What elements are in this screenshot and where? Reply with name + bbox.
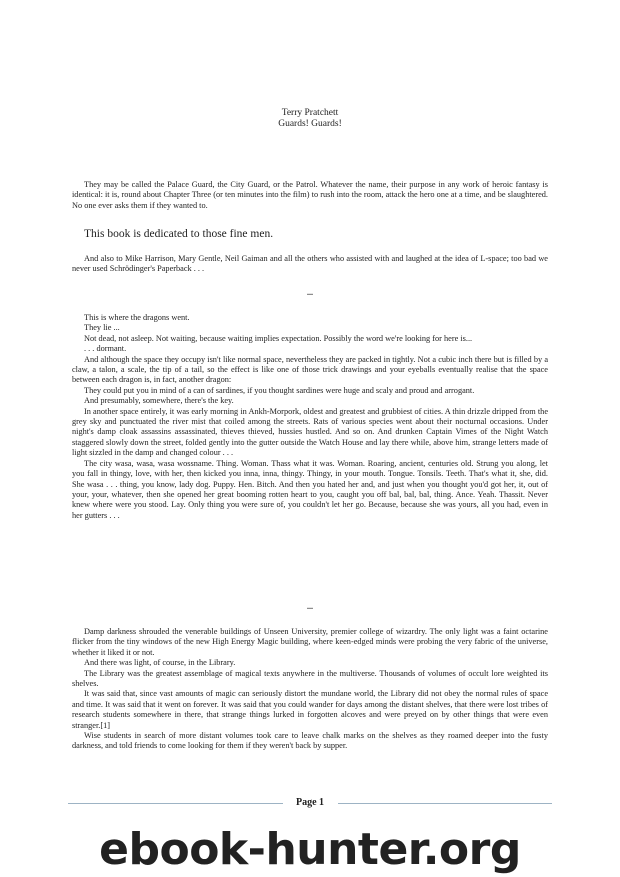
paragraph: Not dead, not asleep. Not waiting, because waiting implies expectation. Possibly the word we're looking for here is... xyxy=(84,333,473,343)
paragraph: It was said that, since vast amounts of magic can seriously distort the mundane world, the Library did not obey the normal rules of space and time. It was said that it went on forever. It was said that you could wander for days among the distant shelves, that there were lost tribes of research students somewhere in there, that strange things lurked in forgotten alcoves and were preyed on by other things that were even stranger.[1] xyxy=(72,689,548,730)
paragraph: And although the space they occupy isn't like normal space, nevertheless they are packed in tightly. Not a cubic inch there but is filled by a claw, a talon, a scale, the tip of a tail, so the effect is like one of those trick drawings and your eyeballs eventually realise that the space between each dragon is, in fact, another dragon: xyxy=(72,354,548,385)
intro-block xyxy=(72,180,548,211)
paragraph: And presumably, somewhere, there's the key. xyxy=(84,396,234,406)
paragraph: Wise students in search of more distant volumes took care to leave chalk marks on the shelves as they roamed deeper into the fusty darkness, and told friends to come looking for them if they weren't back by supper. xyxy=(72,731,548,751)
acknowledgement: And also to Mike Harrison, Mary Gentle, Neil Gaiman and all the others who assisted with and laughed at the idea of L-space; too bad we never used Schrödinger's Paperback . . . xyxy=(72,254,548,274)
watermark: ebook-hunter.org xyxy=(99,824,521,875)
title-block xyxy=(72,108,548,130)
author-name: Terry Pratchett xyxy=(281,108,339,118)
paragraph: And there was light, of course, in the Library. xyxy=(84,658,236,668)
page-number xyxy=(68,797,552,809)
paragraph: Damp darkness shrouded the venerable buildings of Unseen University, premier college of wizardry. The only light was a faint octarine flicker from the tiny windows of the new High Energy Magic building, where keen-edged minds were probing the very fabric of the universe, whether it liked it or not. xyxy=(72,627,548,657)
dedication: This book is dedicated to those fine men. xyxy=(84,228,274,240)
acknowledgement-block xyxy=(72,254,548,275)
intro-paragraph: They may be called the Palace Guard, the City Guard, or the Patrol. Whatever the name, their purpose in any work of heroic fantasy is identical: it is, round about Chapter Three (or ten minutes into the film) to rush into the room, attack the hero one at a time, and be slaughtered. No one ever asks them if they wanted to. xyxy=(72,180,548,210)
book-title: Guards! Guards! xyxy=(278,119,342,129)
paragraph: In another space entirely, it was early morning in Ankh-Morpork, oldest and greatest and grubbiest of cities. A thin drizzle dripped from the grey sky and punctuated the river mist that coiled among the streets. Rats of various species went about their nocturnal occasions. Under night's damp cloak assassins assassinated, thieves thieved, hussies hustled. And so on. And drunken Captain Vimes of the Night Watch staggered slowly down the street, folded gently into the gutter outside the Watch House and lay there while, above him, strange letters made of light sizzled in the damp and changed colour . . . xyxy=(72,406,548,458)
section-separator: ... xyxy=(307,288,313,297)
paragraph: They could put you in mind of a can of sardines, if you thought sardines were huge and scaly and proud and arrogant. xyxy=(84,385,475,395)
dedication-block xyxy=(72,227,548,241)
page-footer xyxy=(68,797,552,811)
section-separator: ... xyxy=(307,602,313,611)
page-number-label: Page 1 xyxy=(290,797,330,808)
section-one xyxy=(72,313,548,521)
paragraph: The Library was the greatest assemblage of magical texts anywhere in the multiverse. Thousands of volumes of occult lore weighted its shelves. xyxy=(72,668,548,689)
paragraph: They lie ... xyxy=(84,323,120,333)
paragraph: This is where the dragons went. xyxy=(84,313,190,322)
paragraph: The city wasa, wasa, wasa wossname. Thing. Woman. Thass what it was. Woman. Roaring, ancient, centuries old. Strung you along, let you fall in thingy, love, with her, then kicked you inna, inna, thingy. Thingy, in your mouth. Tongue. Tonsils. Teeth. That's what it, she, did. She wasa . . . thing, you know, lady dog. Puppy. Hen. Bitch. And then you hated her and, and just when you thought you'd got her, it, out of your, your, whatever, then she opened her great booming rotten heart to you, caught you off bal, bal, bal, thing. Ance. Yeah. Thassit. Never knew where were you stood. Lay. Only thing you were sure of, you couldn't let her go. Because, because she was yours, all you had, even in her gutters . . . xyxy=(72,458,548,520)
paragraph: . . . dormant. xyxy=(84,344,127,354)
section-two xyxy=(72,627,548,752)
